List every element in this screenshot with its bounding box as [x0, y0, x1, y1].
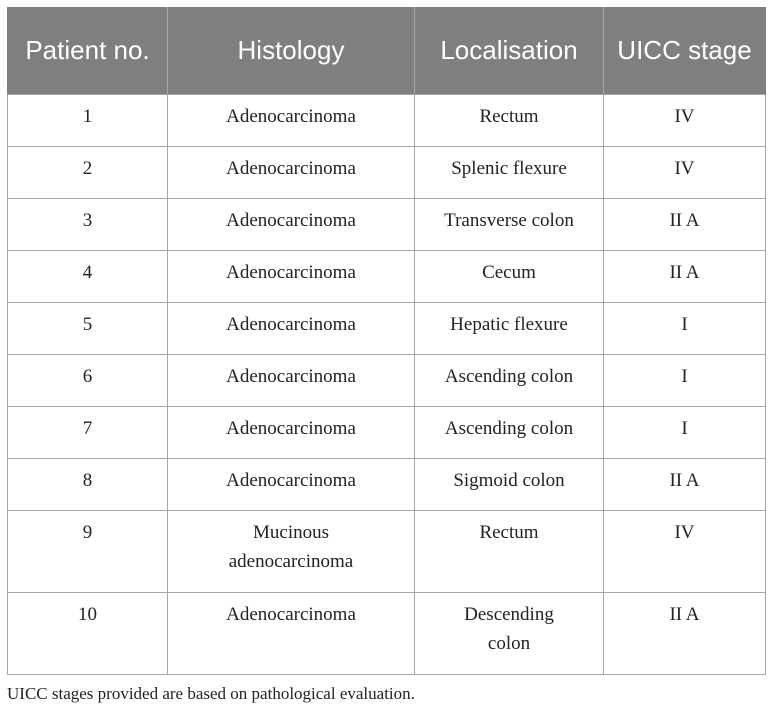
- cell-histology: Mucinous adenocarcinoma: [168, 510, 415, 592]
- table-row: [8, 592, 766, 674]
- cell-localisation: Rectum: [415, 94, 604, 146]
- cell-patient: 3: [8, 198, 168, 250]
- cell-stage: I: [604, 302, 766, 354]
- cell-histology: Adenocarcinoma: [168, 592, 415, 674]
- header-histology: Histology: [168, 7, 415, 94]
- header-uicc-stage: UICC stage: [604, 7, 766, 94]
- cell-localisation: Ascending colon: [415, 354, 604, 406]
- cell-localisation: Splenic flexure: [415, 146, 604, 198]
- header-row: [8, 7, 766, 94]
- header-localisation: Localisation: [415, 7, 604, 94]
- cell-histology: Adenocarcinoma: [168, 458, 415, 510]
- cell-patient: 9: [8, 510, 168, 592]
- cell-histology: Adenocarcinoma: [168, 198, 415, 250]
- cell-patient: 4: [8, 250, 168, 302]
- cell-histology: Adenocarcinoma: [168, 354, 415, 406]
- cell-patient: 10: [8, 592, 168, 674]
- header-patient-no: Patient no.: [8, 7, 168, 94]
- table-row: [8, 510, 766, 592]
- table-body: [8, 94, 766, 674]
- table-row: [8, 354, 766, 406]
- cell-patient: 2: [8, 146, 168, 198]
- cell-localisation: Rectum: [415, 510, 604, 592]
- cell-localisation: Ascending colon: [415, 406, 604, 458]
- cell-histology: Adenocarcinoma: [168, 250, 415, 302]
- cell-localisation: Sigmoid colon: [415, 458, 604, 510]
- cell-localisation: Transverse colon: [415, 198, 604, 250]
- table-row: [8, 406, 766, 458]
- cell-stage: II A: [604, 458, 766, 510]
- table-row: [8, 458, 766, 510]
- patient-table-container: [7, 7, 765, 675]
- cell-stage: I: [604, 406, 766, 458]
- cell-histology: Adenocarcinoma: [168, 302, 415, 354]
- table-footnote: UICC stages provided are based on pathological evaluation.: [7, 684, 415, 703]
- table-row: [8, 250, 766, 302]
- cell-histology: Adenocarcinoma: [168, 146, 415, 198]
- cell-localisation: Cecum: [415, 250, 604, 302]
- table-row: [8, 302, 766, 354]
- table-header: [8, 7, 766, 94]
- cell-patient: 8: [8, 458, 168, 510]
- cell-histology: Adenocarcinoma: [168, 406, 415, 458]
- cell-stage: II A: [604, 250, 766, 302]
- cell-stage: IV: [604, 146, 766, 198]
- cell-stage: IV: [604, 510, 766, 592]
- cell-stage: II A: [604, 592, 766, 674]
- cell-localisation: Descending colon: [415, 592, 604, 674]
- cell-patient: 7: [8, 406, 168, 458]
- cell-stage: I: [604, 354, 766, 406]
- cell-patient: 6: [8, 354, 168, 406]
- table-row: [8, 198, 766, 250]
- cell-patient: 5: [8, 302, 168, 354]
- cell-stage: II A: [604, 198, 766, 250]
- cell-patient: 1: [8, 94, 168, 146]
- table-row: [8, 94, 766, 146]
- table-row: [8, 146, 766, 198]
- cell-histology: Adenocarcinoma: [168, 94, 415, 146]
- cell-localisation: Hepatic flexure: [415, 302, 604, 354]
- patient-characteristics-table: [7, 7, 766, 675]
- cell-stage: IV: [604, 94, 766, 146]
